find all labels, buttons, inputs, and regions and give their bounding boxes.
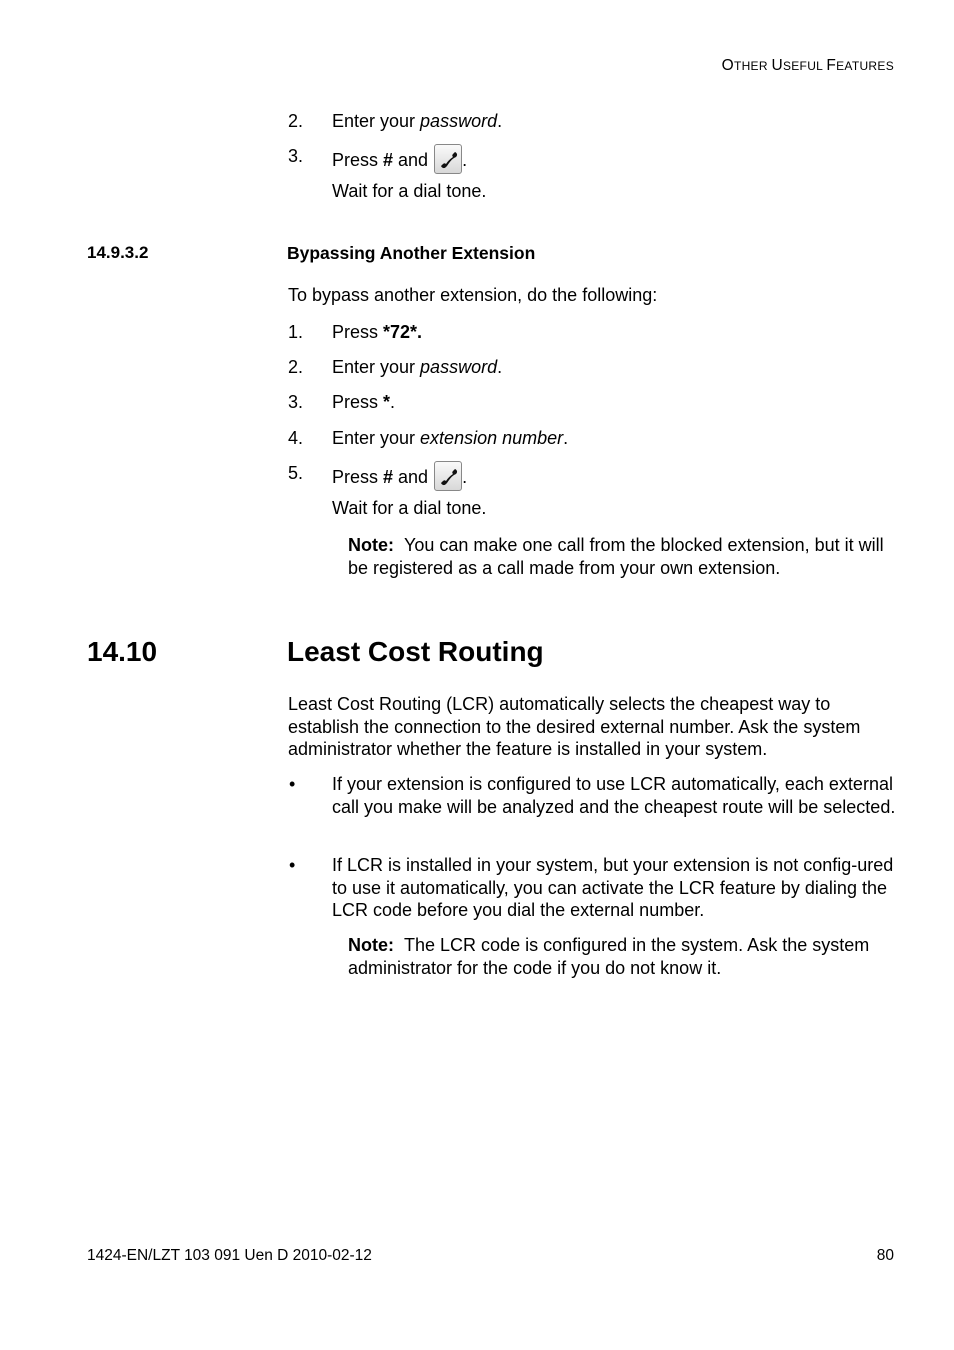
step-text: Press *. bbox=[332, 392, 396, 412]
bullet-text: If your extension is configured to use LCR automatically, each external call you make will be analyzed and the cheapest route will be selected. bbox=[332, 774, 896, 817]
note bbox=[348, 534, 898, 579]
step-number: 3. bbox=[288, 392, 304, 412]
step-number: 2. bbox=[288, 111, 304, 131]
note-text: You can make one call from the blocked extension, but it will be registered as a call made from your own extension. bbox=[348, 535, 884, 578]
phone-handset-icon bbox=[434, 461, 462, 491]
step-number: 5. bbox=[288, 463, 304, 483]
note bbox=[348, 934, 898, 979]
footer-doc-id: 1424-EN/LZT 103 091 Uen D 2010-02-12 bbox=[87, 1247, 372, 1264]
bullet-text: If LCR is installed in your system, but your extension is not config-ured to use it automatically, you can activate the LCR feature by dialing the LCR code before you dial the external number. bbox=[332, 855, 894, 921]
step-number: 2. bbox=[288, 357, 304, 377]
chapter-title: Least Cost Routing bbox=[287, 636, 544, 667]
step-number: 3. bbox=[288, 146, 304, 166]
chapter-number: 14.10 bbox=[87, 636, 158, 667]
phone-handset-icon bbox=[434, 144, 462, 174]
running-header: OTHER USEFUL FEATURES bbox=[721, 57, 894, 74]
section-intro: Least Cost Routing (LCR) automatically selects the cheapest way to establish the connection to the desired external number. Ask the system administrator whether the feature is installed in your system. bbox=[288, 694, 861, 760]
step-number: 4. bbox=[288, 428, 304, 448]
note-label: Note: bbox=[348, 935, 394, 955]
step-text: Press *72*. bbox=[332, 322, 423, 342]
bullet-symbol: • bbox=[289, 855, 296, 875]
page-number: 80 bbox=[876, 1247, 894, 1264]
step-number: 1. bbox=[288, 322, 304, 342]
step-text: Press # and . bbox=[332, 463, 467, 493]
step-text: Enter your password. bbox=[332, 111, 503, 131]
section-intro: To bypass another extension, do the following: bbox=[288, 285, 658, 305]
step-text: Press # and . bbox=[332, 146, 467, 176]
step-text: Enter your extension number. bbox=[332, 428, 569, 448]
note-text: The LCR code is configured in the system. Ask the system administrator for the code if you do not know it. bbox=[348, 935, 870, 978]
step-subtext: Wait for a dial tone. bbox=[332, 181, 487, 201]
section-title: Bypassing Another Extension bbox=[287, 243, 536, 263]
step-subtext: Wait for a dial tone. bbox=[332, 498, 487, 518]
bullet-symbol: • bbox=[289, 774, 296, 794]
section-number: 14.9.3.2 bbox=[87, 243, 149, 262]
note-label: Note: bbox=[348, 535, 394, 555]
step-text: Enter your password. bbox=[332, 357, 503, 377]
